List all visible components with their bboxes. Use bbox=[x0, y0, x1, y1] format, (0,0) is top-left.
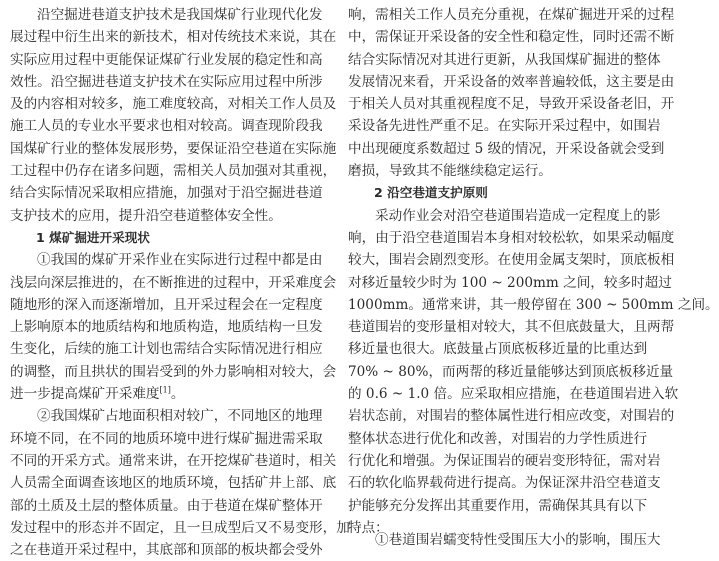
paragraph-text: 进一步提高煤矿开采难度 bbox=[10, 386, 160, 403]
paragraph-line: 采动作业会对沿空巷道围岩造成一定程度上的影 bbox=[375, 207, 661, 224]
paragraph-line: 行优化和增强。为保证围岩的硬岩变形特征，需对岩 bbox=[348, 452, 661, 469]
paragraph-line: 中，需保证开采设备的安全性和稳定性，同时还需不断 bbox=[348, 29, 675, 46]
paragraph-line: 不同的开采方式。通常来讲，在开挖煤矿巷道时，相关 bbox=[10, 452, 337, 469]
paragraph-line: 发展情况来看，开采设备的效率普遍较低，这主要是由 bbox=[348, 73, 675, 90]
paragraph-line: 随地形的深入而逐渐增加，且开采过程会在一定程度 bbox=[10, 296, 323, 313]
paragraph-line: 采设备先进性严重不足。在实际开采过程中，如围岩 bbox=[348, 118, 661, 135]
section-heading-1: 1 煤矿掘进开采现状 bbox=[36, 229, 150, 245]
paragraph-line: 磨损，导致其不能继续稳定运行。 bbox=[348, 163, 552, 180]
paragraph-line: 之在巷道开采过程中，其底部和顶部的板块都会受外 bbox=[10, 542, 323, 559]
paragraph-line: 的调整，而且拱状的围岩受到的外力影响相对较大，会 bbox=[10, 363, 337, 380]
paragraph-line: 发过程中的形态并不固定，且一旦成型后又不易变形，加 bbox=[10, 519, 350, 536]
intro-line: 国煤矿行业的整体发展形势，要保证沿空巷道在实际施 bbox=[10, 140, 337, 157]
paragraph-line: 上影响原本的地质结构和地质构造，地质结构一旦发 bbox=[10, 319, 323, 336]
intro-line: 支护技术的应用，提升沿空巷道整体安全性。 bbox=[10, 207, 282, 224]
paragraph-line: 整体状态进行优化和改善，对围岩的力学性质进行 bbox=[348, 430, 648, 447]
paragraph-line: 1000mm。通常来讲，其一般停留在 300 ~ 500mm 之间。 bbox=[348, 296, 719, 313]
right-column bbox=[348, 4, 719, 549]
paragraph-line: 对移近量较少时为 100 ~ 200mm 之间，较多时超过 bbox=[348, 274, 672, 291]
intro-line: 展过程中衍生出来的新技术，相对传统技术来说，其在 bbox=[10, 29, 337, 46]
paragraph-line: 的 0.6 ~ 1.0 倍。应采取相应措施，在巷道围岩进入软 bbox=[348, 386, 679, 403]
paragraph-line-cut: ①巷道围岩蠕变特性受围压大小的影响，围压大 bbox=[375, 532, 661, 549]
intro-line: 工过程中仍存在诸多问题，需相关人员加强对其重视， bbox=[10, 163, 337, 180]
intro-line: 结合实际情况采取相应措施，加强对于沿空掘进巷道 bbox=[10, 185, 323, 202]
citation-ref: [1] bbox=[159, 385, 171, 395]
paragraph-line: 70% ~ 80%，而两帮的移近量能够达到顶底板移近量 bbox=[348, 363, 674, 380]
intro-line: 施工人员的专业水平要求也相对较高。调查现阶段我 bbox=[10, 118, 323, 135]
paragraph-line: 特点： bbox=[348, 519, 389, 536]
paragraph-line: 移近量也很大。底鼓量占顶底板移近量的比重达到 bbox=[348, 341, 648, 358]
paragraph-line: 中出现硬度系数超过 5 级的情况，开采设备就会受到 bbox=[348, 140, 665, 157]
cut-off-line-wrapper bbox=[348, 529, 671, 549]
paragraph-line: 结合实际情况对其进行更新，从我国煤矿掘进的整体 bbox=[348, 51, 661, 68]
paragraph-line: 人员需全面调查该地区的地质环境，包括矿井上部、底 bbox=[10, 475, 337, 492]
paragraph-end: 。 bbox=[170, 386, 185, 403]
paragraph-line: 浅层向深层推进的，在不断推进的过程中，开采难度会 bbox=[10, 274, 337, 291]
intro-line: 沿空掘进巷道支护技术是我国煤矿行业现代化发 bbox=[37, 7, 323, 23]
paragraph-line: 较大，围岩会剧烈变形。在使用金属支架时，顶底板相 bbox=[348, 252, 675, 269]
intro-line: 实际应用过程中更能保证煤矿行业发展的稳定性和高 bbox=[10, 51, 323, 68]
paragraph-line: 生变化，后续的施工计划也需结合实际情况进行相应 bbox=[10, 341, 323, 358]
left-column bbox=[10, 4, 350, 561]
paragraph-line: ①我国的煤矿开采作业在实际进行过程中都是由 bbox=[37, 252, 323, 269]
paragraph-line: 巷道围岩的变形量相对较大，其不但底鼓量大，且两帮 bbox=[348, 319, 675, 336]
intro-line: 效性。沿空掘进巷道支护技术在实际应用过程中所涉 bbox=[10, 73, 323, 90]
paragraph-line: 石的软化临界载荷进行提高。为保证深井沿空巷道支 bbox=[348, 475, 661, 492]
paragraph-line: 环境不同，在不同的地质环境中进行煤矿掘进需采取 bbox=[10, 430, 323, 447]
section-heading-2: 2 沿空巷道支护原则 bbox=[374, 185, 488, 201]
paragraph-line: 岩状态前，对围岩的整体属性进行相应改变，对围岩的 bbox=[348, 408, 675, 425]
paragraph-line: 于相关人员对其重视程度不足，导致开采设备老旧，开 bbox=[348, 96, 675, 113]
paragraph-line: 响，需相关工作人员充分重视，在煤矿掘进开采的过程 bbox=[348, 7, 675, 23]
paragraph-line: 部的土质及土层的整体质量。由于巷道在煤矿整体开 bbox=[10, 497, 323, 514]
intro-line: 及的内容相对较多，施工难度较高，对相关工作人员及 bbox=[10, 96, 337, 113]
paragraph-line: ②我国煤矿占地面积相对较广，不同地区的地理 bbox=[37, 408, 323, 425]
paragraph-line-with-citation bbox=[10, 383, 333, 405]
paragraph-line: 响，由于沿空巷道围岩本身相对较松软，如果采动幅度 bbox=[348, 229, 675, 246]
paragraph-line: 护能够充分发挥出其重要作用，需确保其具有以下 bbox=[348, 497, 648, 514]
